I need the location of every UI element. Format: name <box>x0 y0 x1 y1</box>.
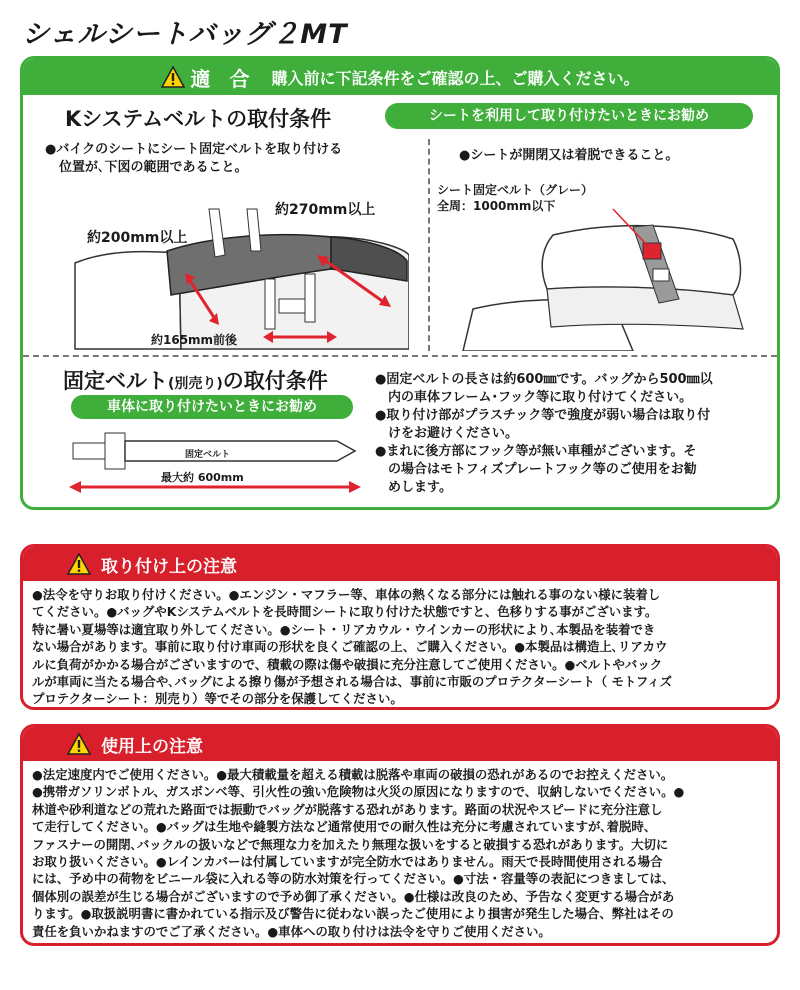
k-right-note: ●シートが開閉又は着脱できること。 <box>459 148 679 163</box>
k-left-note-2: 位置が､下図の範囲であること。 <box>59 160 248 175</box>
fit-label: 適 合 <box>190 66 256 91</box>
k-system-pill: シートを利用して取り付けたいときにお勧め <box>385 103 753 129</box>
product-title: シェルシートバッグ２MT <box>22 19 348 50</box>
fixed-belt-illustration <box>65 427 365 499</box>
caution-line: てください。●バッグやKシステムベルトを長時間シートに取り付けた状態ですと、色移りする事がございます。 <box>32 604 658 620</box>
fixed-belt-note: ●取り付け部がプラスチック等で強度が弱い場合は取り付 <box>375 408 711 423</box>
fit-header <box>23 59 777 95</box>
caution-line: お取り扱いください。●レインカバーは付属していますが完全防水ではありません。雨天で長時間使用される場合 <box>32 854 663 870</box>
caution-line: ●携帯ガソリンボトル、ガスボンベ等、引火性の強い危険物は火災の原因になりますので、収納しないでください。● <box>32 784 685 800</box>
belt-label-2: 全周：1000mm以下 <box>437 199 556 213</box>
fit-message: 購入前に下記条件をご確認の上、ご購入ください。 <box>271 68 640 88</box>
fixed-belt-heading <box>63 365 328 395</box>
fixed-belt-notes <box>375 371 769 497</box>
install-caution-heading: 取り付け上の注意 <box>101 556 237 577</box>
install-caution-box <box>20 544 780 710</box>
install-caution-body <box>23 581 777 708</box>
vertical-divider <box>428 139 430 351</box>
usage-caution-box <box>20 724 780 946</box>
caution-line: ります。●取扱説明書に書かれている指示及び警告に従わない誤ったご使用により損害が発生した場合、弊社はその <box>32 906 674 922</box>
caution-line: ファスナーの開閉､バックルの扱いなどで無理な力を加えたり無理な扱いをすると破損する恐れがあります。大切に <box>32 836 669 852</box>
caution-line: て走行してください。●バッグは生地や縫製方法など通常使用での耐久性は充分に考慮されていますが､着脱時、 <box>32 819 657 835</box>
caution-line: には、予め中の荷物をビニール袋に入れる等の防水対策を行ってください。●寸法・容量等の表記につきましては、 <box>32 871 675 887</box>
fixed-belt-heading-end: の取付条件 <box>222 369 328 393</box>
fixed-belt-note: めします。 <box>375 480 452 495</box>
fit-conditions-box <box>20 56 780 510</box>
caution-line: ルに負荷がかかる場合がございますので、積載の際は傷や破損に充分注意してご使用ください。●ベルトやバック <box>32 656 663 672</box>
fixed-belt-note: ●まれに後方部にフック等が無い車種がございます。そ <box>375 444 697 459</box>
caution-line: プロテクターシート：別売り）等でその部分を保護してください。 <box>32 691 403 707</box>
fixed-belt-note: 内の車体フレーム･フック等に取り付けてください。 <box>375 390 693 405</box>
dim-270mm: 約270mm以上 <box>275 202 376 218</box>
usage-caution-heading: 使用上の注意 <box>101 736 203 757</box>
caution-line: ●法定速度内でご使用ください。●最大積載量を超える積載は脱落や車両の破損の恐れがあるのでお控えください。 <box>32 767 674 782</box>
warning-icon <box>67 553 91 575</box>
warning-icon <box>67 733 91 755</box>
belt-max-length: 最大約 600mm <box>161 471 244 484</box>
caution-line: ない場合があります。事前に取り付け車両の形状を良くご確認の上、ご購入ください。●本製品は構造上､リアカウ <box>32 639 668 655</box>
horizontal-divider <box>23 355 777 357</box>
usage-caution-header <box>23 727 777 761</box>
caution-line: 責任を負いかねますのでご了承ください。●車体への取り付けは法令を守りご使用ください。 <box>32 923 551 939</box>
caution-line: 個体別の誤差が生じる場合がございますので予め御了承ください。●仕様は改良のため、予告なく変更する場合があ <box>32 888 675 904</box>
k-left-note-1: ●バイクのシートにシート固定ベルトを取り付ける <box>45 142 343 157</box>
caution-line: ●法令を守りお取り付けください。●エンジン・マフラー等、車体の熱くなる部分には触れる事のない様に装着し <box>32 587 661 602</box>
caution-line: 特に暑い夏場等は適宜取り外してください。●シート・リアカウル・ウインカーの形状により､本製品を装着でき <box>32 621 656 637</box>
fixed-belt-heading-main: 固定ベルト <box>63 369 168 393</box>
install-caution-header <box>23 547 777 581</box>
fixed-belt-heading-sold-separately: (別売り) <box>168 376 223 392</box>
fixed-belt-pill: 車体に取り付けたいときにお勧め <box>71 395 353 419</box>
belt-text: 固定ベルト <box>185 450 231 460</box>
caution-line: 林道や砂利道などの荒れた路面では振動でバッグが脱落する恐れがあります。路面の状況やスピードに充分注意し <box>32 801 663 817</box>
dim-200mm: 約200mm以上 <box>87 230 188 246</box>
usage-caution-body <box>23 761 777 940</box>
fixed-belt-note: の場合はモトフィズプレートフック等のご使用をお勧 <box>375 462 697 477</box>
fixed-belt-note: ●固定ベルトの長さは約600㎜です。バッグから500㎜以 <box>375 372 713 387</box>
belt-label-1: シート固定ベルト（グレー） <box>437 183 594 197</box>
caution-line: ルが車両に当たる場合や､バッグによる擦り傷が予想される場合は、事前に市販のプロテクターシート（ モトフィズ <box>32 674 673 690</box>
fixed-belt-note: けをお避けください。 <box>375 426 519 441</box>
seat-open-illustration <box>443 199 773 351</box>
warning-icon <box>161 66 185 88</box>
dim-165mm: 約165mm前後 <box>151 333 238 347</box>
k-system-heading: Kシステムベルトの取付条件 <box>65 107 332 131</box>
